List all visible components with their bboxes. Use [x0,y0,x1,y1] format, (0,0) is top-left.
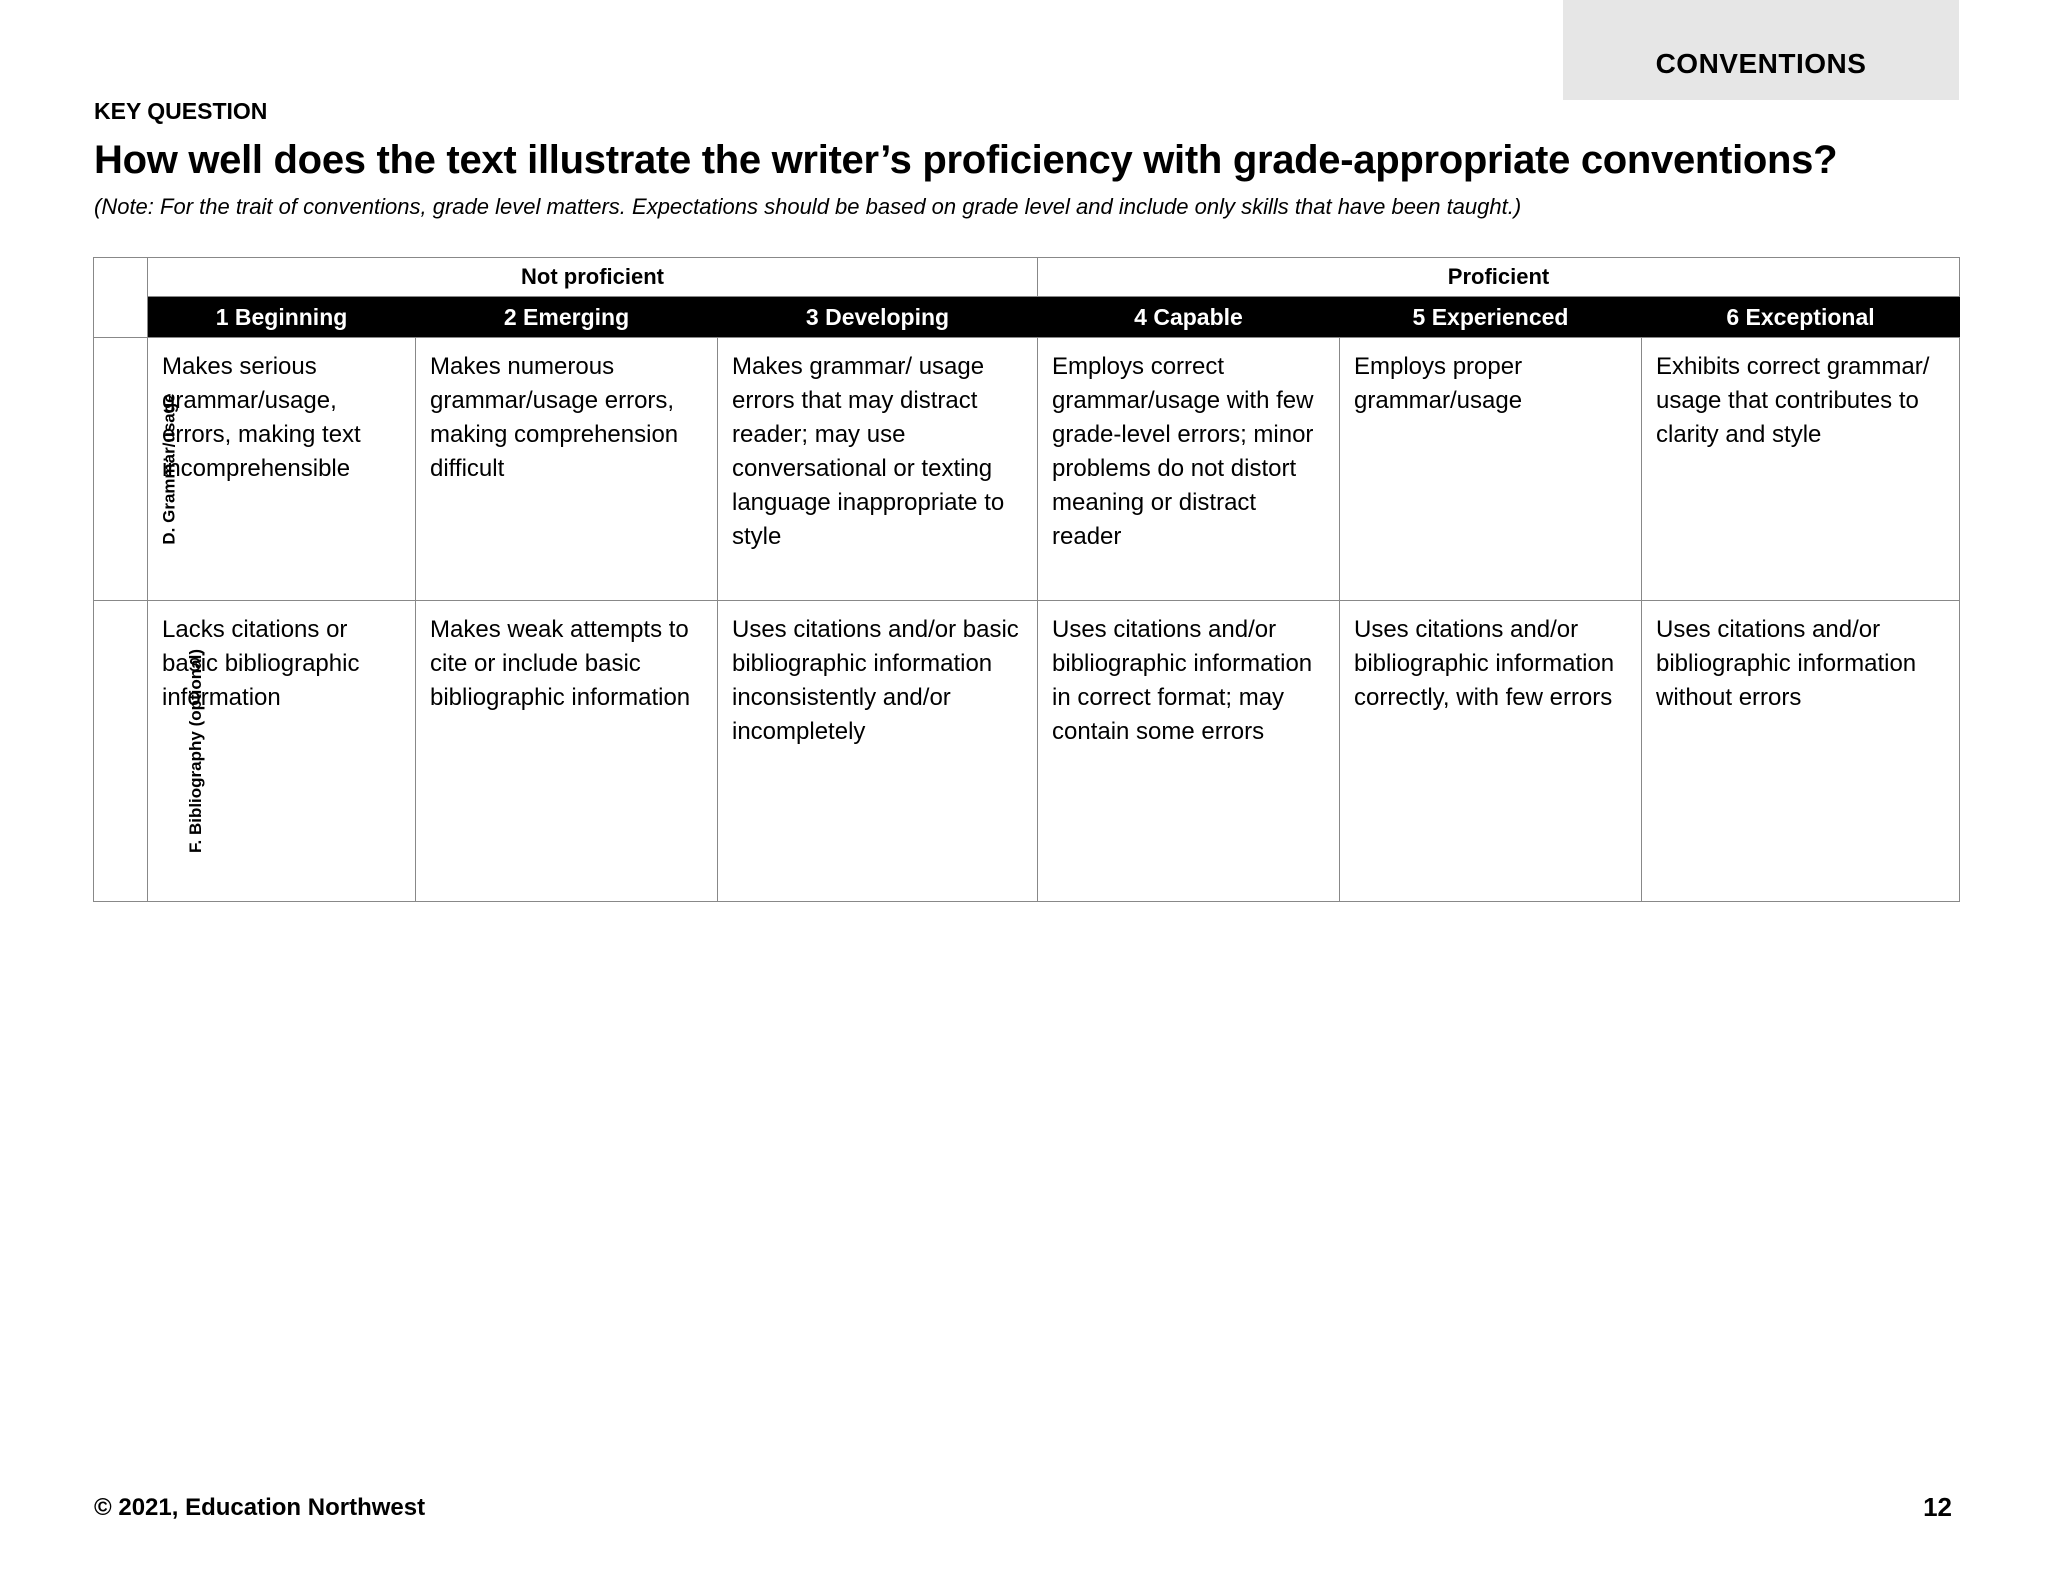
level-header-3: 3 Developing [718,297,1038,338]
group-not-proficient: Not proficient [148,258,1038,297]
level-header-row [94,297,1960,338]
table-cell: Uses citations and/or bibliographic information correctly, with few errors [1340,601,1642,902]
group-proficient: Proficient [1038,258,1960,297]
table-cell: Employs proper grammar/usage [1340,338,1642,601]
table-cell: Makes grammar/ usage errors that may distract reader; may use conversational or texting language inappropriate to style [718,338,1038,601]
group-header-row [94,258,1960,297]
table-cell: Makes weak attempts to cite or include basic bibliographic information [416,601,718,902]
level-header-4: 4 Capable [1038,297,1340,338]
table-cell: Uses citations and/or bibliographic information without errors [1642,601,1960,902]
page-number: 12 [1923,1492,1952,1522]
page-title: How well does the text illustrate the writer’s proficiency with grade-appropriate conventions? [94,138,1838,182]
row-label-grammar-usage: D. Grammar/usage [94,338,148,601]
table-cell: Makes serious grammar/usage, errors, making text incomprehensible [148,338,416,601]
conventions-rubric-table [93,257,1960,902]
row-label-bibliography: F. Bibliography (optional) [94,601,148,902]
table-corner [94,258,148,338]
table-cell: Lacks citations or basic bibliographic information [148,601,416,902]
grade-level-note: (Note: For the trait of conventions, grade level matters. Expectations should be based on grade level and include only skills that have been taught.) [94,194,1522,219]
table-cell: Uses citations and/or basic bibliographic information inconsistently and/or incompletely [718,601,1038,902]
table-cell: Exhibits correct grammar/ usage that contributes to clarity and style [1642,338,1960,601]
level-header-5: 5 Experienced [1340,297,1642,338]
key-question-label: KEY QUESTION [94,98,268,124]
section-tab-label: CONVENTIONS [1655,48,1867,79]
table-row-grammar-usage [94,338,1960,601]
section-tab [1563,0,1959,100]
table-row-bibliography [94,601,1960,902]
table-cell: Makes numerous grammar/usage errors, making comprehension difficult [416,338,718,601]
level-header-6: 6 Exceptional [1642,297,1960,338]
level-header-2: 2 Emerging [416,297,718,338]
table-cell: Employs correct grammar/usage with few grade-level errors; minor problems do not distort meaning or distract reader [1038,338,1340,601]
copyright-footer: © 2021, Education Northwest [94,1494,426,1521]
table-cell: Uses citations and/or bibliographic information in correct format; may contain some errors [1038,601,1340,902]
level-header-1: 1 Beginning [148,297,416,338]
